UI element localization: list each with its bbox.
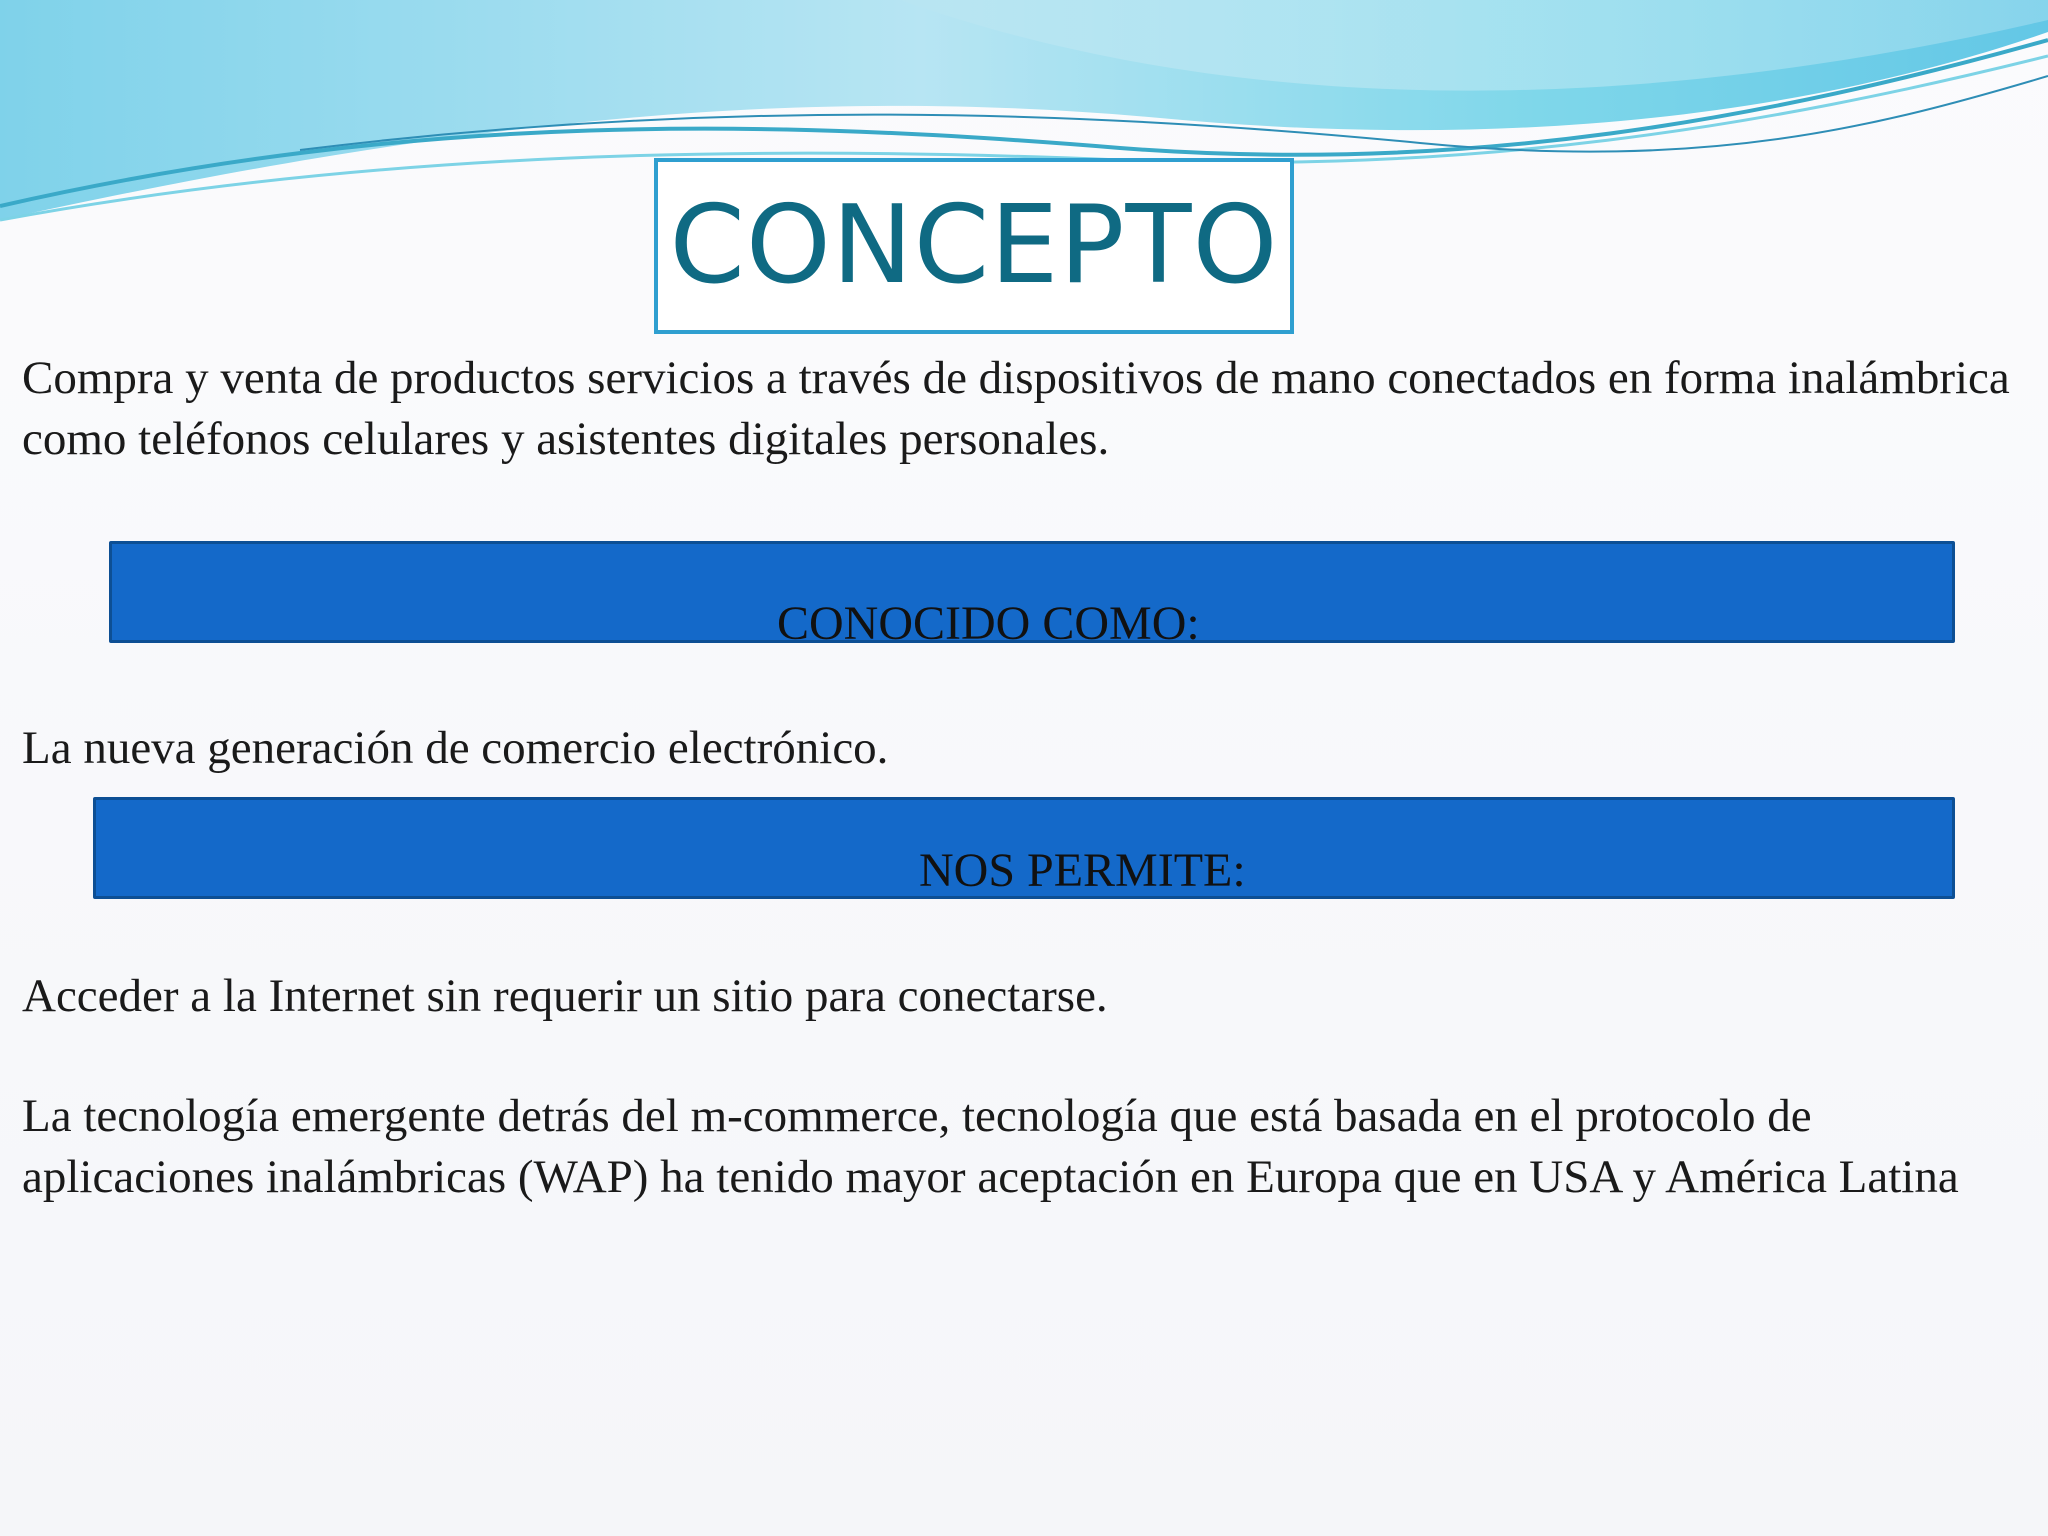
intro-paragraph: Compra y venta de productos servicios a través de dispositivos de mano conectados en forma inalámbrica como teléfonos celulares y asistentes digitales personales. [22,352,2010,465]
banner-conocido-como-label: CONOCIDO COMO: [777,597,1200,650]
technology-paragraph: La tecnología emergente detrás del m-commerce, tecnología que está basada en el protocolo de aplicaciones inalámbricas (WAP) ha tenido mayor aceptación en Europa que en USA y América Latina [22,1090,1959,1203]
slide-title: CONCEPTO [669,183,1279,308]
banner-nos-permite-label: NOS PERMITE: [919,844,1246,897]
allows-paragraph: Acceder a la Internet sin requerir un sitio para conectarse. [22,970,1108,1022]
banner-conocido-como [109,541,1955,650]
banner-nos-permite [93,797,1955,899]
known-as-paragraph: La nueva generación de comercio electrónico. [22,722,889,774]
title-box [654,158,1294,334]
